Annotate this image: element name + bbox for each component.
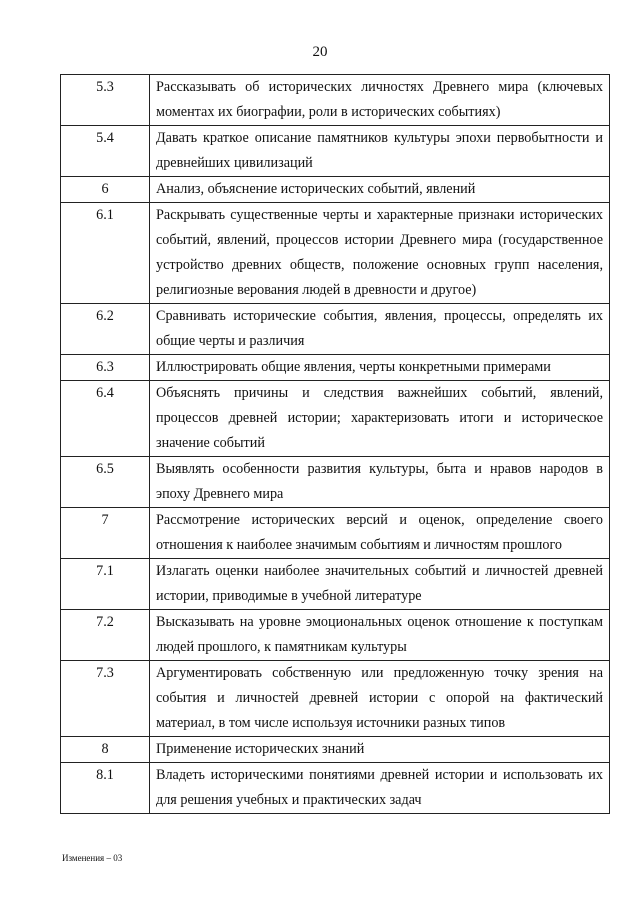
requirements-table bbox=[60, 74, 610, 814]
row-number: 5.3 bbox=[61, 75, 150, 126]
row-number: 8 bbox=[61, 737, 150, 763]
row-number: 7.1 bbox=[61, 559, 150, 610]
table-row bbox=[61, 75, 610, 126]
row-number: 6 bbox=[61, 177, 150, 203]
row-text: Рассмотрение исторических версий и оценок, определение своего отношения к наиболее значимым событиям и личностям прошлого bbox=[150, 508, 610, 559]
table-row bbox=[61, 457, 610, 508]
row-text: Применение исторических знаний bbox=[150, 737, 610, 763]
table-row bbox=[61, 177, 610, 203]
row-number: 7.3 bbox=[61, 661, 150, 737]
row-text: Раскрывать существенные черты и характерные признаки исторических событий, явлений, процессов истории Древнего мира (государственное устройство древних обществ, положение основных групп населения, религиозные верования людей в древности и другое) bbox=[150, 203, 610, 304]
row-text: Анализ, объяснение исторических событий, явлений bbox=[150, 177, 610, 203]
table-row bbox=[61, 381, 610, 457]
table-row bbox=[61, 763, 610, 814]
table-row bbox=[61, 304, 610, 355]
row-number: 6.4 bbox=[61, 381, 150, 457]
table-row bbox=[61, 559, 610, 610]
row-number: 6.2 bbox=[61, 304, 150, 355]
page-number: 20 bbox=[312, 44, 328, 60]
table-row bbox=[61, 126, 610, 177]
table-row bbox=[61, 203, 610, 304]
table-row bbox=[61, 737, 610, 763]
table-row bbox=[61, 508, 610, 559]
row-number: 7 bbox=[61, 508, 150, 559]
row-text: Давать краткое описание памятников культуры эпохи первобытности и древнейших цивилизаций bbox=[150, 126, 610, 177]
table-row bbox=[61, 355, 610, 381]
row-text: Рассказывать об исторических личностях Древнего мира (ключевых моментах их биографии, роли в исторических событиях) bbox=[150, 75, 610, 126]
row-text: Выявлять особенности развития культуры, быта и нравов народов в эпоху Древнего мира bbox=[150, 457, 610, 508]
row-number: 6.5 bbox=[61, 457, 150, 508]
row-text: Иллюстрировать общие явления, черты конкретными примерами bbox=[150, 355, 610, 381]
row-number: 7.2 bbox=[61, 610, 150, 661]
table-row bbox=[61, 610, 610, 661]
row-number: 6.1 bbox=[61, 203, 150, 304]
footer-revision-note: Изменения – 03 bbox=[62, 853, 123, 863]
row-text: Объяснять причины и следствия важнейших событий, явлений, процессов древней истории; характеризовать итоги и историческое значение событий bbox=[150, 381, 610, 457]
row-number: 5.4 bbox=[61, 126, 150, 177]
row-text: Высказывать на уровне эмоциональных оценок отношение к поступкам людей прошлого, к памятникам культуры bbox=[150, 610, 610, 661]
row-text: Аргументировать собственную или предложенную точку зрения на события и личностей древней истории с опорой на фактический материал, в том числе используя источники разных типов bbox=[150, 661, 610, 737]
row-text: Излагать оценки наиболее значительных событий и личностей древней истории, приводимые в учебной литературе bbox=[150, 559, 610, 610]
row-text: Владеть историческими понятиями древней истории и использовать их для решения учебных и практических задач bbox=[150, 763, 610, 814]
row-number: 6.3 bbox=[61, 355, 150, 381]
table-row bbox=[61, 661, 610, 737]
row-number: 8.1 bbox=[61, 763, 150, 814]
row-text: Сравнивать исторические события, явления, процессы, определять их общие черты и различия bbox=[150, 304, 610, 355]
